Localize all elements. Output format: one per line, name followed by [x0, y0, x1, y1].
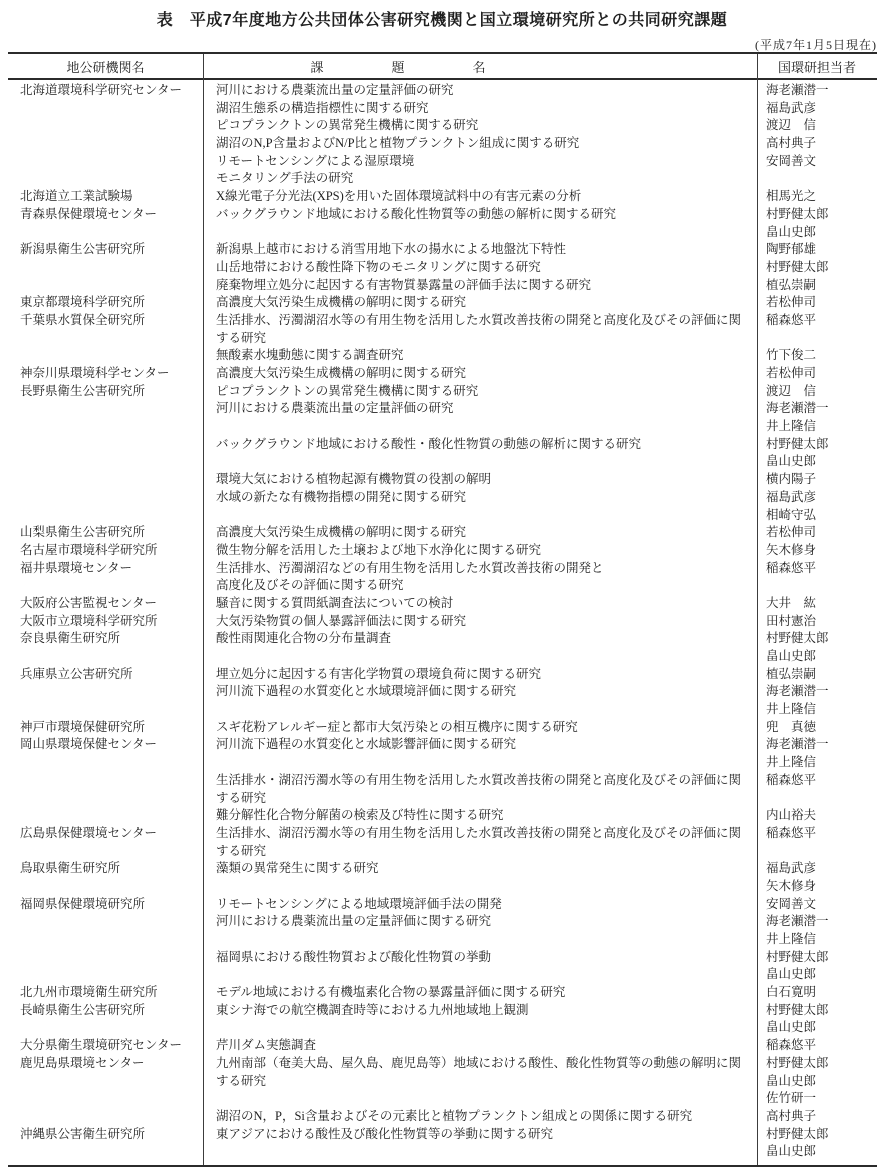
row-cell-institution: 新潟県衛生公害研究所: [20, 242, 146, 257]
row-cell-subject: 九州南部（奄美大島、屋久島、鹿児島等）地域における酸性、酸化性物質等の動態の解明に関: [216, 1055, 742, 1070]
table-row: [8, 984, 877, 1002]
table-row: [8, 188, 877, 206]
table-row: [8, 524, 877, 542]
row-cell-staff: 安岡善文: [766, 896, 817, 911]
row-cell-subject: [203, 966, 757, 984]
row-cell-subject: [203, 701, 757, 719]
row-cell-institution: [8, 931, 203, 949]
table-row: [8, 1108, 877, 1126]
column-divider-right: [757, 54, 758, 1165]
research-table: [8, 52, 877, 1167]
row-cell-staff: 村野健太郎: [766, 1002, 829, 1017]
row-cell-institution: [8, 418, 203, 436]
row-cell-subject: モニタリング手法の研究: [216, 171, 354, 186]
row-cell-staff: 畠山史郎: [766, 454, 817, 469]
table-row: [8, 400, 877, 418]
row-cell-subject: 湖沼生態系の構造指標性に関する研究: [216, 100, 429, 115]
table-row: [8, 878, 877, 896]
column-divider-left: [203, 54, 204, 1165]
row-cell-institution: [8, 330, 203, 348]
row-cell-staff: [757, 843, 877, 861]
row-cell-institution: [8, 400, 203, 418]
table-row: [8, 1055, 877, 1073]
row-cell-subject: 埋立処分に起因する有害化学物質の環境負荷に関する研究: [216, 666, 542, 681]
row-cell-staff: 稲森悠平: [766, 825, 817, 840]
row-cell-institution: 福井県環境センター: [20, 560, 133, 575]
row-cell-staff: 相馬光之: [766, 189, 817, 204]
row-cell-staff: [757, 790, 877, 808]
row-cell-institution: [8, 347, 203, 365]
row-cell-subject: バックグラウンド地域における酸化性物質等の動態の解析に関する研究: [216, 206, 617, 221]
row-cell-institution: 大阪市立環境科学研究所: [20, 613, 158, 628]
row-cell-staff: 畠山史郎: [766, 649, 817, 663]
row-cell-institution: 青森県保健環境センター: [20, 206, 158, 221]
row-cell-institution: [8, 949, 203, 967]
row-cell-staff: 植弘崇嗣: [766, 277, 817, 292]
table-row: [8, 1090, 877, 1108]
row-cell-subject: バックグラウンド地域における酸性・酸化性物質の動態の解析に関する研究: [216, 436, 642, 451]
row-cell-staff: 渡辺 信: [766, 383, 817, 398]
row-cell-staff: 矢木修身: [766, 542, 817, 557]
row-cell-subject: 新潟県上越市における消雪用地下水の揚水による地盤沈下特性: [216, 242, 567, 257]
row-cell-subject: [203, 1090, 757, 1108]
row-cell-subject: ピコプランクトンの異常発生機構に関する研究: [216, 118, 479, 133]
table-row: [8, 807, 877, 825]
table-row: [8, 330, 877, 348]
table-row: [8, 489, 877, 507]
table-row: [8, 277, 877, 295]
row-cell-staff: 相崎守弘: [766, 507, 817, 522]
table-row: [8, 595, 877, 613]
row-cell-institution: 大分県衛生環境研究センター: [20, 1038, 183, 1053]
table-row: [8, 648, 877, 666]
table-row: [8, 153, 877, 171]
row-cell-subject: 河川における農薬流出量の定量評価の研究: [216, 401, 454, 416]
row-cell-subject: 藻類の異常発生に関する研究: [216, 861, 379, 876]
row-cell-staff: 若松伸司: [766, 295, 817, 310]
row-cell-staff: 井上隆信: [766, 755, 817, 770]
row-cell-staff: 畠山史郎: [766, 224, 817, 239]
header-staff: 国環研担当者: [777, 59, 856, 75]
document-title: 表 平成7年度地方公共団体公害研究機関と国立環境研究所との共同研究課題: [156, 12, 728, 29]
row-cell-institution: 奈良県衛生研究所: [20, 631, 121, 646]
row-cell-institution: [8, 224, 203, 242]
row-cell-institution: [8, 683, 203, 701]
row-cell-staff: 陶野郁雄: [766, 242, 817, 257]
row-cell-staff: 稲森悠平: [766, 1038, 817, 1053]
table-row: [8, 453, 877, 471]
row-cell-staff: 畠山史郎: [766, 1020, 817, 1035]
table-row: [8, 542, 877, 560]
table-row: [8, 913, 877, 931]
row-cell-institution: [8, 135, 203, 153]
row-cell-institution: [8, 471, 203, 489]
row-cell-subject: 河川における農薬流出量の定量評価に関する研究: [216, 914, 492, 929]
row-cell-subject: 湖沼のN,P含量およびN/P比と植物プランクトン組成に関する研究: [216, 136, 580, 151]
row-cell-staff: 海老瀬潜一: [766, 914, 829, 929]
table-row: [8, 170, 877, 188]
table-row: [8, 790, 877, 808]
table-row: [8, 1126, 877, 1144]
table-row: [8, 701, 877, 719]
table-row: [8, 312, 877, 330]
row-cell-institution: 岡山県環境保健センター: [20, 737, 158, 752]
table-row: [8, 383, 877, 401]
row-cell-subject: 河川における農薬流出量の定量評価の研究: [216, 83, 454, 97]
row-cell-staff: 佐竹研一: [766, 1091, 817, 1106]
row-cell-subject: 河川流下過程の水質変化と水域影響評価に関する研究: [216, 737, 517, 752]
row-cell-subject: 生活排水、汚濁湖沼などの有用生物を活用した水質改善技術の開発と: [216, 560, 604, 575]
row-cell-staff: 植弘崇嗣: [766, 666, 817, 681]
row-cell-subject: 高濃度大気汚染生成機構の解明に関する研究: [216, 295, 467, 310]
row-cell-staff: 若松伸司: [766, 366, 817, 380]
row-cell-subject: 高度化及びその評価に関する研究: [216, 578, 404, 593]
row-cell-staff: 井上隆信: [766, 419, 817, 434]
row-cell-institution: [8, 966, 203, 984]
row-cell-staff: [757, 170, 877, 188]
row-cell-staff: 村野健太郎: [766, 1055, 829, 1070]
table-row: [8, 843, 877, 861]
row-cell-subject: 環境大気における植物起源有機物質の役割の解明: [216, 472, 492, 487]
table-row: [8, 896, 877, 914]
table-row: [8, 1143, 877, 1161]
row-cell-institution: 鳥取県衛生研究所: [20, 861, 121, 876]
table-row: [8, 772, 877, 790]
row-cell-staff: [757, 330, 877, 348]
row-cell-subject: 水域の新たな有機物指標の開発に関する研究: [216, 489, 467, 504]
row-cell-institution: 長崎県衛生公害研究所: [20, 1002, 146, 1017]
row-cell-institution: [8, 259, 203, 277]
row-cell-staff: 海老瀬潜一: [766, 684, 829, 699]
row-cell-institution: [8, 807, 203, 825]
row-cell-staff: 稲森悠平: [766, 312, 817, 327]
row-cell-subject: リモートセンシングによる地域環境評価手法の開発: [216, 896, 502, 911]
table-row: [8, 630, 877, 648]
header-institution: 地公研機関名: [66, 59, 145, 75]
row-cell-subject: する研究: [216, 1073, 267, 1088]
row-cell-institution: [8, 100, 203, 118]
row-cell-subject: モデル地域における有機塩素化合物の暴露量評価に関する研究: [216, 985, 566, 1000]
table-row: [8, 365, 877, 383]
row-cell-institution: [8, 577, 203, 595]
row-cell-subject: スギ花粉アレルギー症と都市大気汚染との相互機序に関する研究: [216, 719, 578, 734]
row-cell-institution: [8, 878, 203, 896]
table-row: [8, 241, 877, 259]
row-cell-subject: 難分解性化合物分解菌の検索及び特性に関する研究: [216, 808, 504, 823]
table-header-row: [8, 54, 877, 80]
row-cell-subject: [203, 507, 757, 525]
row-cell-subject: [203, 1143, 757, 1161]
row-cell-staff: 海老瀬潜一: [766, 83, 829, 97]
row-cell-subject: 河川流下過程の水質変化と水域環境評価に関する研究: [216, 684, 517, 699]
date-note: (平成7年1月5日現在): [755, 38, 877, 52]
row-cell-institution: [8, 701, 203, 719]
row-cell-institution: 山梨県衛生公害研究所: [20, 525, 146, 540]
row-cell-staff: 大井 紘: [766, 595, 817, 610]
table-row: [8, 294, 877, 312]
row-cell-staff: 兜 真徳: [766, 719, 817, 734]
table-row: [8, 613, 877, 631]
row-cell-institution: 福岡県保健環境研究所: [20, 896, 146, 911]
row-cell-institution: [8, 277, 203, 295]
row-cell-institution: [8, 772, 203, 790]
row-cell-institution: 大阪府公害監視センター: [20, 595, 158, 610]
table-row: [8, 100, 877, 118]
row-cell-staff: 井上隆信: [766, 932, 817, 946]
table-row: [8, 719, 877, 737]
row-cell-institution: [8, 436, 203, 454]
row-cell-institution: [8, 507, 203, 525]
row-cell-staff: 福島武彦: [766, 100, 817, 115]
row-cell-staff: 村野健太郎: [766, 206, 829, 221]
row-cell-subject: [203, 878, 757, 896]
row-cell-staff: 内山裕夫: [766, 808, 817, 823]
table-row: [8, 1002, 877, 1020]
row-cell-staff: 村野健太郎: [766, 1126, 829, 1141]
row-cell-institution: [8, 648, 203, 666]
row-cell-subject: 生活排水・湖沼汚濁水等の有用生物を活用した水質改善技術の開発と高度化及びその評価に関: [216, 772, 742, 787]
row-cell-institution: 神戸市環境保健研究所: [20, 719, 146, 734]
row-cell-institution: [8, 843, 203, 861]
table-row: [8, 860, 877, 878]
row-cell-staff: [757, 577, 877, 595]
row-cell-institution: 長野県衛生公害研究所: [20, 383, 146, 398]
row-cell-subject: [203, 418, 757, 436]
table-row: [8, 347, 877, 365]
table-row: [8, 436, 877, 454]
row-cell-subject: [203, 224, 757, 242]
row-cell-subject: [203, 648, 757, 666]
row-cell-staff: 村野健太郎: [766, 949, 829, 964]
row-cell-institution: [8, 170, 203, 188]
row-cell-subject: 大気汚染物質の個人暴露評価法に関する研究: [216, 613, 467, 628]
row-cell-institution: [8, 117, 203, 135]
row-cell-staff: 稲森悠平: [766, 772, 817, 787]
row-cell-staff: 福島武彦: [766, 861, 817, 876]
row-cell-staff: 畠山史郎: [766, 1144, 817, 1159]
row-cell-subject: 福岡県における酸性物質および酸化性物質の挙動: [216, 949, 492, 964]
row-cell-subject: 微生物分解を活用した土壌および地下水浄化に関する研究: [216, 542, 542, 557]
row-cell-staff: 海老瀬潜一: [766, 401, 829, 416]
row-cell-subject: ピコプランクトンの異常発生機構に関する研究: [216, 383, 479, 398]
row-cell-staff: 矢木修身: [766, 878, 817, 893]
row-cell-institution: 兵庫県立公害研究所: [20, 666, 133, 681]
row-cell-institution: [8, 1090, 203, 1108]
table-row: [8, 966, 877, 984]
row-cell-subject: 生活排水、汚濁湖沼水等の有用生物を活用した水質改善技術の開発と高度化及びその評価に関: [216, 312, 742, 327]
row-cell-staff: 畠山史郎: [766, 1073, 817, 1088]
row-cell-institution: 沖縄県公害衛生研究所: [20, 1126, 146, 1141]
row-cell-staff: 海老瀬潜一: [766, 737, 829, 752]
row-cell-subject: [203, 931, 757, 949]
row-cell-institution: [8, 754, 203, 772]
row-cell-subject: 騒音に関する質問紙調査法についての検討: [216, 595, 454, 610]
row-cell-subject: 湖沼のN，P，Si含量およびその元素比と植物プランクトン組成との関係に関する研究: [216, 1108, 693, 1123]
table-row: [8, 82, 877, 100]
table-row: [8, 931, 877, 949]
row-cell-institution: [8, 453, 203, 471]
table-row: [8, 560, 877, 578]
row-cell-staff: 白石寛明: [766, 985, 817, 1000]
row-cell-staff: 井上隆信: [766, 702, 817, 717]
header-subject: 課 題 名: [310, 59, 500, 75]
table-row: [8, 117, 877, 135]
row-cell-subject: 無酸素水塊動態に関する調査研究: [216, 348, 404, 363]
table-body: [8, 80, 877, 1165]
row-cell-subject: [203, 754, 757, 772]
row-cell-staff: 稲森悠平: [766, 560, 817, 575]
row-cell-staff: 村野健太郎: [766, 259, 829, 274]
row-cell-institution: 鹿児島県環境センター: [20, 1055, 145, 1070]
row-cell-staff: 田村憲治: [766, 613, 817, 628]
row-cell-institution: 北九州市環境衛生研究所: [20, 985, 158, 1000]
row-cell-staff: 村野健太郎: [766, 436, 829, 451]
row-cell-staff: 村野健太郎: [766, 631, 829, 646]
row-cell-subject: [203, 1019, 757, 1037]
table-row: [8, 206, 877, 224]
table-row: [8, 1037, 877, 1055]
row-cell-institution: [8, 1143, 203, 1161]
row-cell-subject: する研究: [216, 790, 267, 805]
row-cell-staff: 渡辺 信: [766, 118, 817, 133]
table-row: [8, 135, 877, 153]
row-cell-subject: 生活排水、湖沼汚濁水等の有用生物を活用した水質改善技術の開発と高度化及びその評価に関: [216, 825, 742, 840]
row-cell-institution: 北海道立工業試験場: [20, 189, 133, 204]
row-cell-institution: [8, 1019, 203, 1037]
row-cell-institution: 北海道環境科学研究センター: [20, 83, 183, 97]
table-row: [8, 683, 877, 701]
row-cell-subject: リモートセンシングによる湿原環境: [216, 153, 415, 168]
row-cell-subject: 高濃度大気汚染生成機構の解明に関する研究: [216, 366, 467, 380]
table-row: [8, 1073, 877, 1091]
table-row: [8, 666, 877, 684]
row-cell-staff: 高村典子: [766, 136, 817, 151]
row-cell-subject: 廃棄物埋立処分に起因する有害物質暴露量の評価手法に関する研究: [216, 277, 592, 292]
row-cell-subject: X線光電子分光法(XPS)を用いた固体環境試料中の有害元素の分析: [216, 189, 582, 204]
row-cell-institution: 千葉県水質保全研究所: [20, 312, 146, 327]
row-cell-subject: 酸性雨関連化合物の分布量調査: [216, 631, 392, 646]
table-row: [8, 471, 877, 489]
table-row: [8, 754, 877, 772]
table-row: [8, 577, 877, 595]
row-cell-subject: 芹川ダム実態調査: [216, 1038, 317, 1053]
row-cell-institution: [8, 489, 203, 507]
table-row: [8, 949, 877, 967]
row-cell-staff: 福島武彦: [766, 489, 817, 504]
row-cell-subject: する研究: [216, 843, 267, 858]
row-cell-staff: 竹下俊二: [766, 348, 817, 363]
table-row: [8, 736, 877, 754]
row-cell-staff: 畠山史郎: [766, 967, 817, 982]
row-cell-staff: 安岡善文: [766, 153, 817, 168]
row-cell-institution: [8, 1108, 203, 1126]
row-cell-institution: 神奈川県環境科学センター: [20, 366, 170, 380]
row-cell-institution: [8, 913, 203, 931]
row-cell-institution: [8, 1073, 203, 1091]
table-row: [8, 1019, 877, 1037]
row-cell-subject: [203, 453, 757, 471]
table-row: [8, 507, 877, 525]
table-row: [8, 259, 877, 277]
row-cell-institution: [8, 153, 203, 171]
row-cell-subject: 山岳地帯における酸性降下物のモニタリングに関する研究: [216, 259, 541, 274]
row-cell-subject: 高濃度大気汚染生成機構の解明に関する研究: [216, 525, 467, 540]
row-cell-institution: [8, 790, 203, 808]
table-row: [8, 418, 877, 436]
row-cell-subject: 東シナ海での航空機調査時等における九州地域地上観測: [216, 1002, 529, 1017]
table-row: [8, 224, 877, 242]
row-cell-subject: 東アジアにおける酸性及び酸化性物質等の挙動に関する研究: [216, 1126, 554, 1141]
row-cell-institution: 東京都環境科学研究所: [20, 295, 146, 310]
table-row: [8, 825, 877, 843]
row-cell-staff: 横内陽子: [766, 472, 817, 487]
row-cell-institution: 名古屋市環境科学研究所: [20, 542, 158, 557]
row-cell-staff: 高村典子: [766, 1108, 817, 1123]
row-cell-staff: 若松伸司: [766, 525, 817, 540]
row-cell-institution: 広島県保健環境センター: [20, 825, 158, 840]
row-cell-subject: する研究: [216, 330, 267, 345]
